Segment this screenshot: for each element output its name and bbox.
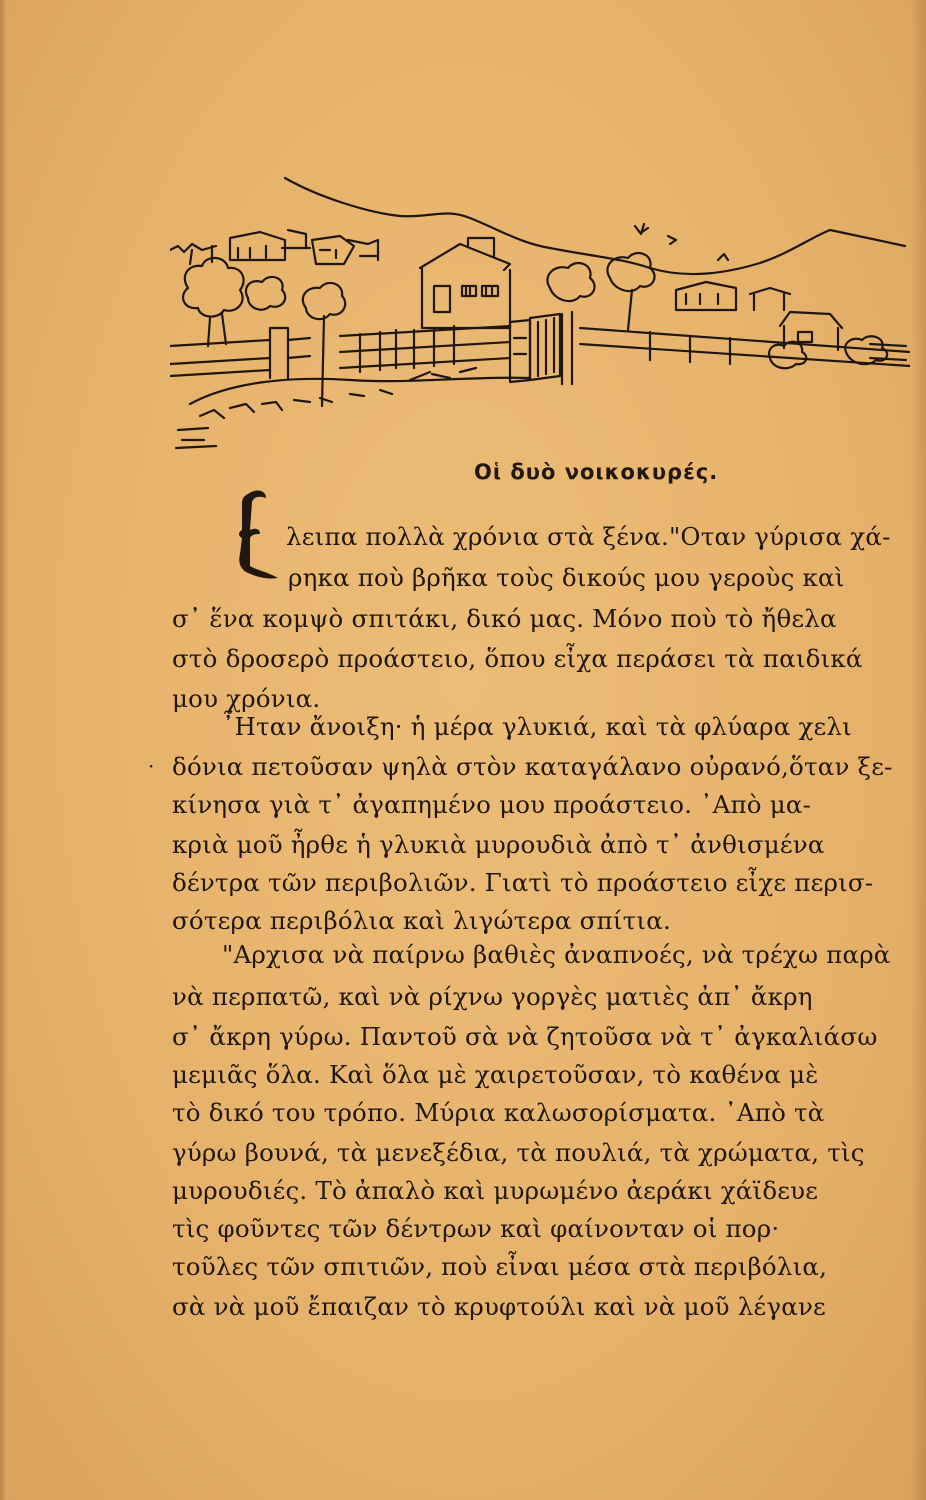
text-line: ῏Ηταν ἄνοιξη· ἡ μέρα γλυκιά, καὶ τὰ φλύαρα χελι: [222, 712, 852, 741]
text-line: μυρουδιές. Τὸ ἀπαλὸ καὶ μυρωμένο ἀεράκι χάϊδευε: [172, 1176, 819, 1205]
text-line: κίνησα γιὰ τ᾽ ἀγαπημένο μου προάστειο. ᾽Απὸ μα-: [172, 790, 812, 819]
text-line: σότερα περιβόλια καὶ λιγώτερα σπίτια.: [172, 906, 671, 935]
text-line: νὰ περπατῶ, καὶ νὰ ρίχνω γοργὲς ματιὲς ἀπ᾽ ἄκρη: [172, 982, 813, 1011]
text-line: σ᾽ ἕνα κομψὸ σπιτάκι, δικό μας. Μόνο ποὺ τὸ ἤθελα: [172, 604, 837, 633]
drop-cap-letter: [226, 488, 286, 582]
text-line: μεμιᾶς ὅλα. Καὶ ὅλα μὲ χαιρετοῦσαν, τὸ καθένα μὲ: [172, 1060, 819, 1089]
margin-mark: ·: [148, 754, 155, 778]
text-line: δέντρα τῶν περιβολιῶν. Γιατὶ τὸ προάστειο εἶχε περισ-: [172, 868, 874, 897]
text-line: τοῦλες τῶν σπιτιῶν, ποὺ εἶναι μέσα στὰ περιβόλια,: [172, 1252, 828, 1281]
text-line: σὰ νὰ μοῦ ἔπαιζαν τὸ κρυφτούλι καὶ νὰ μοῦ λέγανε: [172, 1292, 826, 1321]
text-line: τὸ δικό του τρόπο. Μύρια καλωσορίσματα. ᾽Απὸ τὰ: [172, 1098, 825, 1127]
text-line: δόνια πετοῦσαν ψηλὰ στὸν καταγάλανο οὐρανό,ὅταν ξε-: [172, 752, 893, 781]
text-line: κριὰ μοῦ ἦρθε ἡ γλυκιὰ μυρουδιὰ ἀπὸ τ᾽ ἀνθισμένα: [172, 830, 825, 859]
page-edge: [0, 0, 8, 1500]
spine-shadow: [910, 0, 926, 1500]
village-illustration: [170, 168, 910, 450]
text-line: σ᾽ ἄκρη γύρω. Παντοῦ σὰ νὰ ζητοῦσα νὰ τ᾽ ἀγκαλιάσω: [172, 1022, 878, 1051]
text-line: γύρω βουνά, τὰ μενεξέδια, τὰ πουλιά, τὰ χρώματα, τὶς: [172, 1138, 865, 1167]
text-line: μου χρόνια.: [172, 684, 321, 713]
text-line: λειπα πολλὰ χρόνια στὰ ξένα."Οταν γύρισα χά-: [286, 522, 891, 551]
text-line: ρηκα ποὺ βρῆκα τοὺς δικούς μου γεροὺς καὶ: [288, 563, 845, 592]
text-line: "Αρχισα νὰ παίρνω βαθιὲς ἀναπνοές, νὰ τρέχω παρὰ: [222, 940, 891, 969]
text-line: στὸ δροσερὸ προάστειο, ὅπου εἶχα περάσει τὰ παιδικά: [172, 644, 863, 673]
text-line: τὶς φοῦντες τῶν δέντρων καὶ φαίνονταν οἱ πορ·: [172, 1214, 780, 1243]
chapter-title: Οἱ δυὸ νοικοκυρές.: [474, 460, 719, 484]
